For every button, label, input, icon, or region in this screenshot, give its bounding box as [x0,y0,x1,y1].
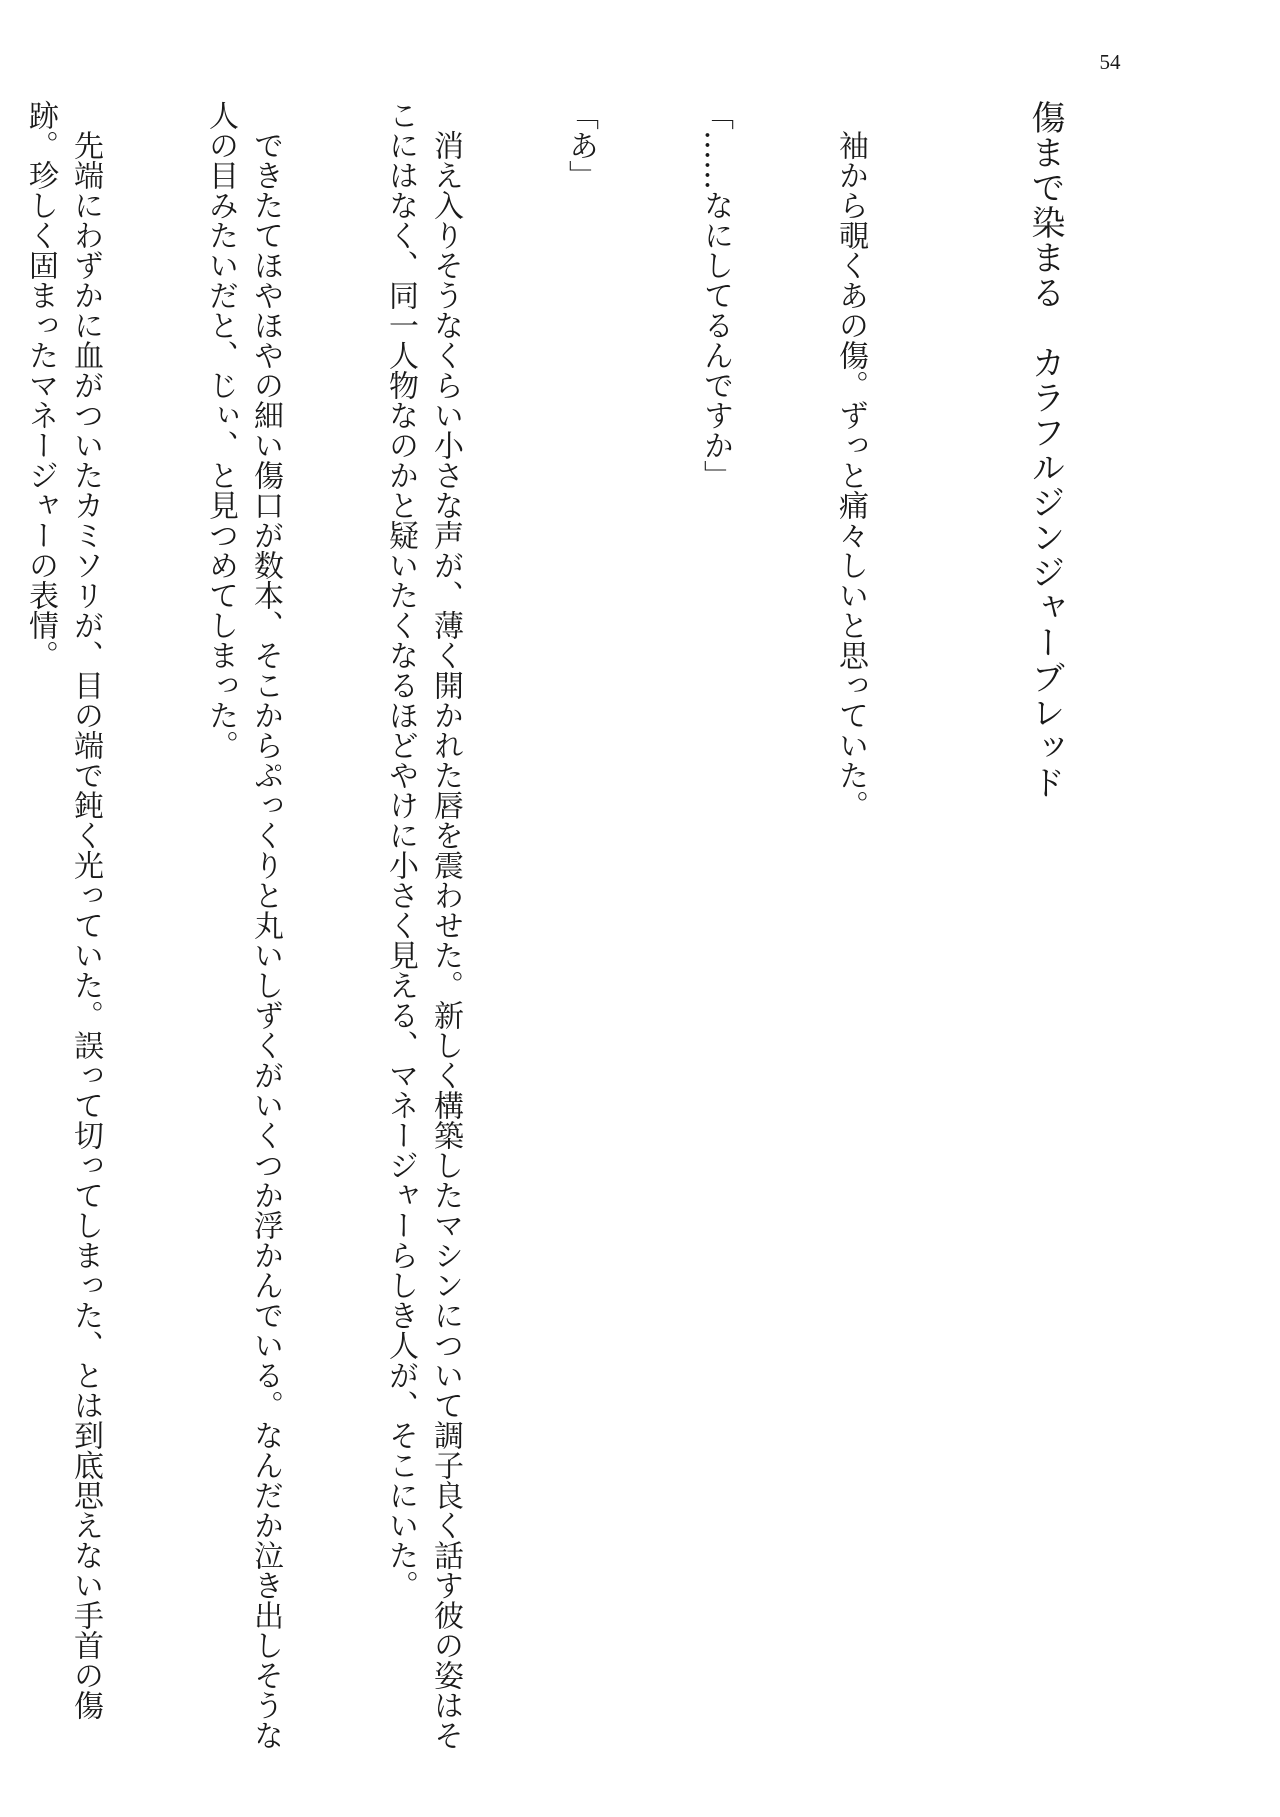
paragraph: 袖から覗くあの傷。ずっと痛々しいと思っていた。 [833,100,868,820]
paragraph: できたてほやほやの細い傷口が数本、そこからぷっくりと丸いしずくがいくつか浮かんでいる。なんだか泣き出しそうな人の目みたいだと、じぃ、と見つめてしまった。 [203,100,283,1750]
body-text [23,100,1160,1770]
paragraph: 「あ」 [563,100,598,190]
page-number: 54 [1099,50,1121,74]
paragraph: 先端にわずかに血がついたカミソリが、目の端で鈍く光っていた。誤って切ってしまった、とは到底思えない手首の傷跡。珍しく固まったマネージャーの表情。 [23,100,103,1720]
chapter-title: 傷まで染まる カラフルジンジャーブレッド [1025,100,1065,800]
paragraph: 「……なにしてるんですか」 [698,100,733,490]
paragraph: 消え入りそうなくらい小さな声が、薄く開かれた唇を震わせた。新しく構築したマシンについて調子良く話す彼の姿はそこにはなく、同一人物なのかと疑いたくなるほどやけに小さく見える、マネージャーらしき人が、そこにいた。 [383,100,463,1750]
